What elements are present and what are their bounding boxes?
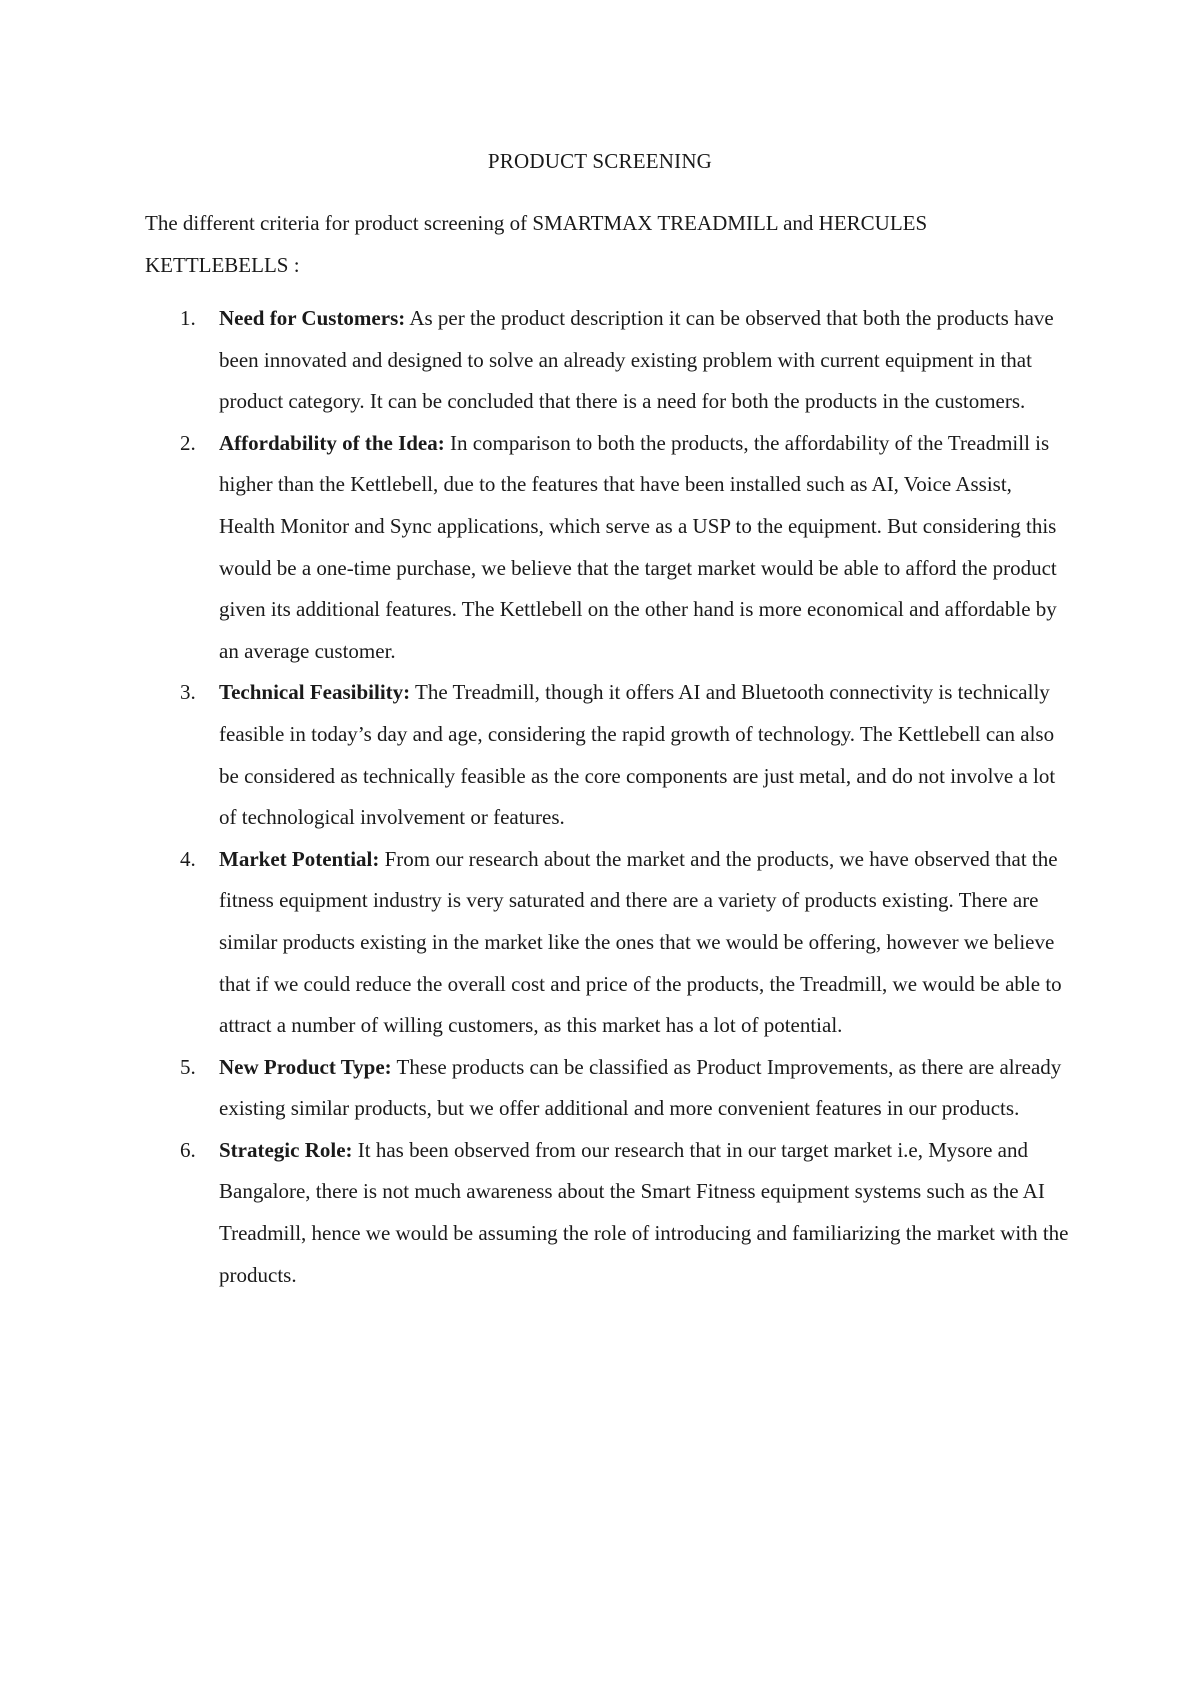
item-text: It has been observed from our research that in our target market i.e, Mysore and Bangalore, there is not much awareness about the Smart Fitness equipment systems such as the AI Treadmill, hence we would be assuming the role of introducing and familiarizing the market with the products. <box>219 1137 1069 1287</box>
criteria-item-strategic-role <box>145 1130 1070 1296</box>
item-heading: Strategic Role: <box>219 1137 353 1162</box>
criteria-item-new-product-type <box>145 1047 1070 1130</box>
criteria-item-need-for-customers <box>145 298 1070 423</box>
item-heading: New Product Type: <box>219 1054 392 1079</box>
item-text: In comparison to both the products, the affordability of the Treadmill is higher than the Kettlebell, due to the features that have been installed such as AI, Voice Assist, Health Monitor and Sync applications, which serve as a USP to the equipment. But considering this would be a one-time purchase, we believe that the target market would be able to afford the product given its additional features. The Kettlebell on the other hand is more economical and affordable by an average customer. <box>219 430 1057 663</box>
item-heading: Market Potential: <box>219 846 380 871</box>
item-number: 5. <box>180 1054 196 1079</box>
item-number: 2. <box>180 430 196 455</box>
item-number: 4. <box>180 846 196 871</box>
item-heading: Need for Customers: <box>219 306 406 330</box>
item-text: The Treadmill, though it offers AI and Bluetooth connectivity is technically feasible in today’s day and age, considering the rapid growth of technology. The Kettlebell can also be considered as technically feasible as the core components are just metal, and do not involve a lot of technological involvement or features. <box>219 680 1056 830</box>
document-title: PRODUCT SCREENING <box>487 149 713 173</box>
criteria-item-market-potential <box>145 839 1070 1047</box>
item-text: As per the product description it can be observed that both the products have been innovated and designed to solve an already existing problem with current equipment in that product category. It can be concluded that there is a need for both the products in the customers. <box>219 306 1054 414</box>
item-number: 3. <box>180 680 196 705</box>
intro-paragraph: The different criteria for product screening of SMARTMAX TREADMILL and HERCULES KETTLEBELLS : <box>145 211 928 277</box>
item-heading: Affordability of the Idea: <box>219 430 445 455</box>
item-text: From our research about the market and the products, we have observed that the fitness equipment industry is very saturated and there are a variety of products existing. There are similar products existing in the market like the ones that we would be offering, however we believe that if we could reduce the overall cost and price of the products, the Treadmill, we would be able to attract a number of willing customers, as this market has a lot of potential. <box>219 846 1062 1038</box>
criteria-item-affordability <box>145 423 1070 673</box>
item-number: 6. <box>180 1137 196 1162</box>
item-heading: Technical Feasibility: <box>219 680 411 705</box>
item-text: These products can be classified as Product Improvements, as there are already existing similar products, but we offer additional and more convenient features in our products. <box>219 1054 1062 1121</box>
criteria-item-technical-feasibility <box>145 672 1070 838</box>
criteria-list <box>145 298 1070 1296</box>
item-number: 1. <box>180 306 196 330</box>
